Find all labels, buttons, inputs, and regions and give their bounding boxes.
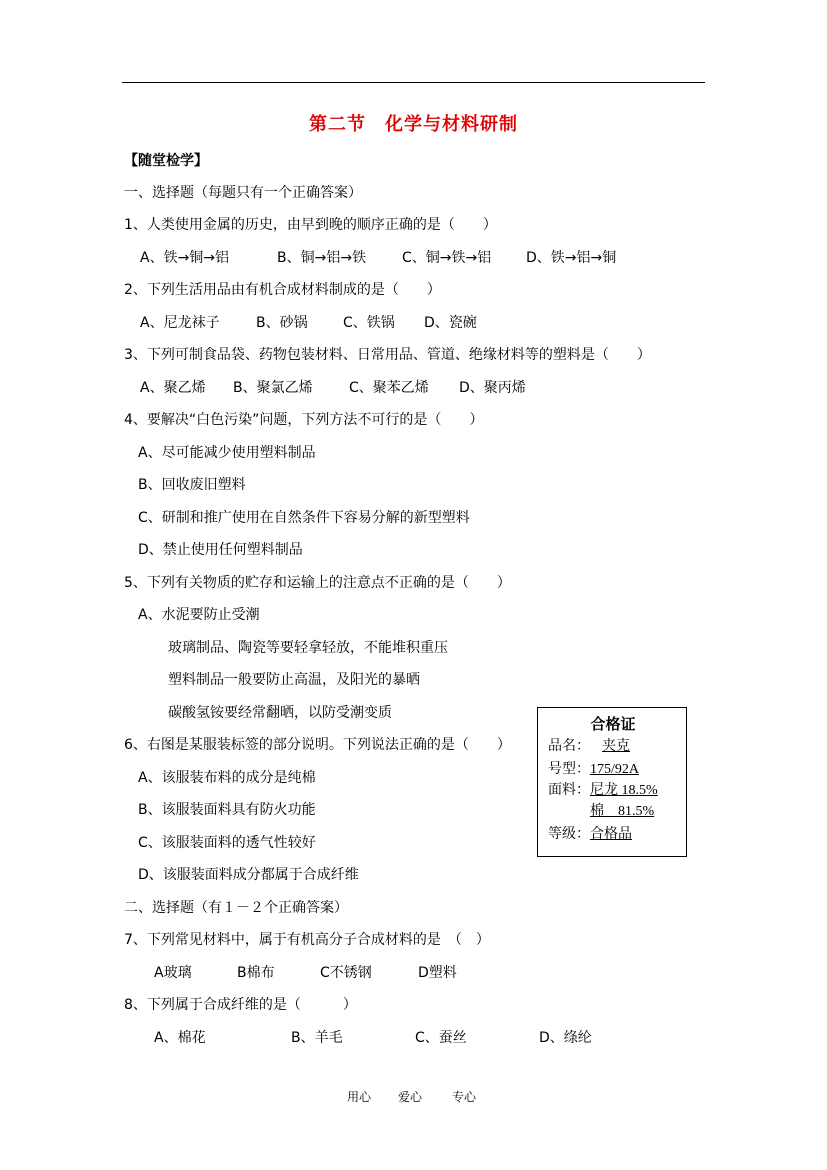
label-fabric-key: 面料： bbox=[548, 782, 590, 798]
q4-option-a: A、尽可能减少使用塑料制品 bbox=[138, 445, 316, 461]
q3-option-b: B、聚氯乙烯 bbox=[233, 380, 313, 396]
q8-option-b: B、羊毛 bbox=[291, 1030, 343, 1046]
q4-option-d: D、禁止使用任何塑料制品 bbox=[138, 542, 303, 558]
clothing-label-card bbox=[537, 707, 687, 857]
q5-stem: 5、下列有关物质的贮存和运输上的注意点不正确的是（ ） bbox=[124, 575, 511, 591]
label-fabric-2: 棉 81.5% bbox=[590, 804, 655, 819]
part1-heading: 一、选择题（每题只有一个正确答案） bbox=[124, 185, 362, 201]
part2-heading: 二、选择题（有１－２个正确答案） bbox=[124, 900, 348, 916]
q2-option-b: B、砂锅 bbox=[256, 315, 308, 331]
label-fabric-1: 尼龙 18.5% bbox=[590, 783, 658, 798]
q7-option-b: B棉布 bbox=[237, 965, 275, 981]
q7-stem: 7、下列常见材料中，属于有机高分子合成材料的是 （ ） bbox=[124, 932, 490, 948]
q8-stem: 8、下列属于合成纤维的是（ ） bbox=[124, 997, 357, 1013]
label-model-key: 号型： bbox=[548, 761, 590, 777]
q7-option-a: A玻璃 bbox=[154, 965, 192, 981]
q5-option-a: A、水泥要防止受潮 bbox=[138, 607, 260, 623]
q2-stem: 2、下列生活用品由有机合成材料制成的是（ ） bbox=[124, 282, 441, 298]
q2-option-a: A、尼龙袜子 bbox=[140, 315, 220, 331]
q2-option-c: C、铁锅 bbox=[343, 315, 395, 331]
q6-option-c: C、该服装面料的透气性较好 bbox=[138, 835, 316, 851]
label-card-title: 合格证 bbox=[590, 715, 636, 733]
q4-option-c: C、研制和推广使用在自然条件下容易分解的新型塑料 bbox=[138, 510, 470, 526]
q4-option-b: B、回收废旧塑料 bbox=[138, 477, 246, 493]
q1-option-c: C、铜→铁→铝 bbox=[402, 250, 492, 266]
q7-option-c: C不锈钢 bbox=[320, 965, 372, 981]
footer-item-1: 用心 bbox=[347, 1090, 372, 1104]
label-model-row bbox=[548, 760, 645, 779]
label-grade-key: 等级： bbox=[548, 826, 590, 842]
q3-option-c: C、聚苯乙烯 bbox=[349, 380, 429, 396]
q3-option-d: D、聚丙烯 bbox=[459, 380, 526, 396]
label-grade-value: 合格品 bbox=[590, 826, 632, 842]
label-name-row bbox=[548, 737, 640, 755]
q5-option-b: 玻璃制品、陶瓷等要轻拿轻放，不能堆积重压 bbox=[168, 640, 448, 656]
q5-option-c: 塑料制品一般要防止高温，及阳光的暴晒 bbox=[168, 672, 420, 688]
q8-option-c: C、蚕丝 bbox=[415, 1030, 467, 1046]
q6-option-a: A、该服装布料的成分是纯棉 bbox=[138, 770, 316, 786]
q1-option-b: B、铜→铝→铁 bbox=[277, 250, 367, 266]
q2-option-d: D、瓷碗 bbox=[424, 315, 477, 331]
label-name-value: 夹克 bbox=[602, 738, 630, 754]
q6-option-b: B、该服装面料具有防火功能 bbox=[138, 802, 316, 818]
header-rule bbox=[122, 82, 705, 83]
q7-option-d: D塑料 bbox=[418, 965, 457, 981]
q3-stem: 3、下列可制食品袋、药物包装材料、日常用品、管道、绝缘材料等的塑料是（ ） bbox=[124, 347, 651, 363]
section-label: 【随堂检学】 bbox=[124, 153, 208, 169]
label-model-value: 175/92A bbox=[590, 762, 639, 777]
q8-option-a: A、棉花 bbox=[154, 1030, 206, 1046]
q1-option-a: A、铁→铜→铝 bbox=[140, 250, 230, 266]
label-name-key: 品名： bbox=[548, 738, 590, 754]
q3-option-a: A、聚乙烯 bbox=[140, 380, 206, 396]
footer-item-2: 爱心 bbox=[398, 1090, 423, 1104]
footer-item-3: 专心 bbox=[452, 1090, 477, 1104]
page-title: 第二节 化学与材料研制 bbox=[309, 114, 518, 135]
q4-stem: 4、要解决“白色污染”问题，下列方法不可行的是（ ） bbox=[124, 412, 484, 428]
q5-option-d: 碳酸氢铵要经常翻晒，以防受潮变质 bbox=[168, 705, 392, 721]
q6-option-d: D、该服装面料成分都属于合成纤维 bbox=[138, 867, 359, 883]
q8-option-d: D、绦纶 bbox=[539, 1030, 592, 1046]
label-fabric-row-2 bbox=[590, 802, 654, 821]
q6-stem: 6、右图是某服装标签的部分说明。下列说法正确的是（ ） bbox=[124, 737, 511, 753]
label-grade-row bbox=[548, 825, 632, 843]
label-fabric-row bbox=[548, 781, 658, 800]
q1-stem: 1、人类使用金属的历史，由早到晚的顺序正确的是（ ） bbox=[124, 217, 497, 233]
q1-option-d: D、铁→铝→铜 bbox=[526, 250, 617, 266]
